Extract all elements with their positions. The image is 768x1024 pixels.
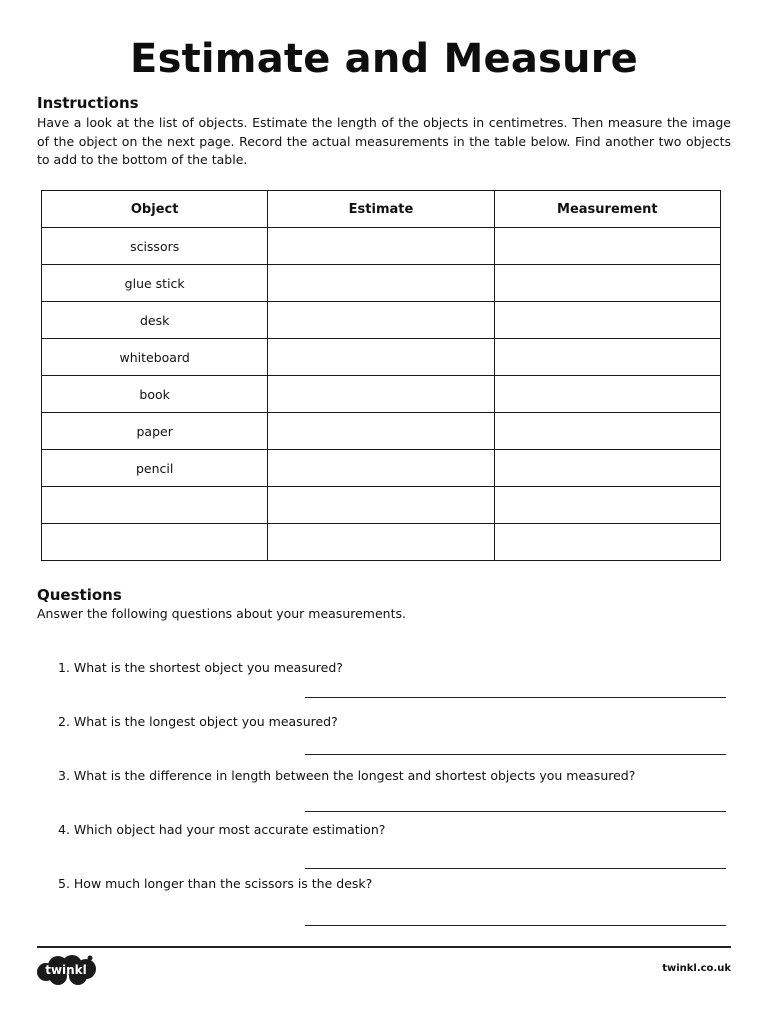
estimate-cell[interactable] (268, 376, 494, 413)
footer-site[interactable]: twinkl.co.uk (662, 963, 731, 974)
page-title: Estimate and Measure (130, 36, 638, 82)
object-cell: desk (42, 302, 268, 339)
measurement-cell[interactable] (494, 524, 720, 561)
header-estimate: Estimate (268, 191, 494, 228)
estimate-cell[interactable] (268, 450, 494, 487)
estimate-cell[interactable] (268, 339, 494, 376)
table-row (42, 265, 721, 302)
estimate-cell[interactable] (268, 413, 494, 450)
question-1: 1. What is the shortest object you measured? (58, 660, 343, 675)
question-3: 3. What is the difference in length between the longest and shortest objects you measured? (58, 768, 636, 783)
answer-line-5[interactable] (305, 925, 726, 926)
estimate-cell[interactable] (268, 265, 494, 302)
answer-line-4[interactable] (305, 868, 726, 869)
measurement-cell[interactable] (494, 487, 720, 524)
table-row (42, 302, 721, 339)
object-cell: scissors (42, 228, 268, 265)
object-cell: book (42, 376, 268, 413)
object-cell[interactable] (42, 487, 268, 524)
table-row (42, 376, 721, 413)
measurement-cell[interactable] (494, 413, 720, 450)
table-row (42, 450, 721, 487)
instructions-heading: Instructions (37, 94, 139, 112)
estimate-cell[interactable] (268, 524, 494, 561)
object-cell: paper (42, 413, 268, 450)
header-measurement: Measurement (494, 191, 720, 228)
instructions-text: Have a look at the list of objects. Estimate the length of the objects in centimetres. Then measure the image of the object on the next page. Record the actual measurements in the table below. Find another two objects to add to the bottom of the table. (37, 115, 731, 167)
measurement-cell[interactable] (494, 376, 720, 413)
logo-text: twinkl (45, 963, 87, 977)
estimate-cell[interactable] (268, 228, 494, 265)
object-cell: pencil (42, 450, 268, 487)
answer-line-1[interactable] (305, 697, 726, 698)
estimate-cell[interactable] (268, 302, 494, 339)
question-4: 4. Which object had your most accurate estimation? (58, 822, 386, 837)
table-header-row (42, 191, 721, 228)
answer-line-3[interactable] (305, 811, 726, 812)
measurement-cell[interactable] (494, 265, 720, 302)
answer-line-2[interactable] (305, 754, 726, 755)
footer-divider (37, 946, 731, 948)
header-object: Object (42, 191, 268, 228)
measurement-cell[interactable] (494, 302, 720, 339)
object-cell: whiteboard (42, 339, 268, 376)
table-row (42, 228, 721, 265)
measurement-cell[interactable] (494, 450, 720, 487)
measurement-cell[interactable] (494, 339, 720, 376)
twinkl-logo (36, 954, 98, 986)
table-row (42, 487, 721, 524)
question-2: 2. What is the longest object you measured? (58, 714, 338, 729)
table-row (42, 339, 721, 376)
questions-intro: Answer the following questions about your measurements. (37, 606, 406, 621)
table-row (42, 413, 721, 450)
measurement-table (41, 190, 721, 561)
object-cell[interactable] (42, 524, 268, 561)
questions-heading: Questions (37, 586, 122, 604)
estimate-cell[interactable] (268, 487, 494, 524)
question-5: 5. How much longer than the scissors is the desk? (58, 876, 373, 891)
measurement-cell[interactable] (494, 228, 720, 265)
object-cell: glue stick (42, 265, 268, 302)
table-row (42, 524, 721, 561)
